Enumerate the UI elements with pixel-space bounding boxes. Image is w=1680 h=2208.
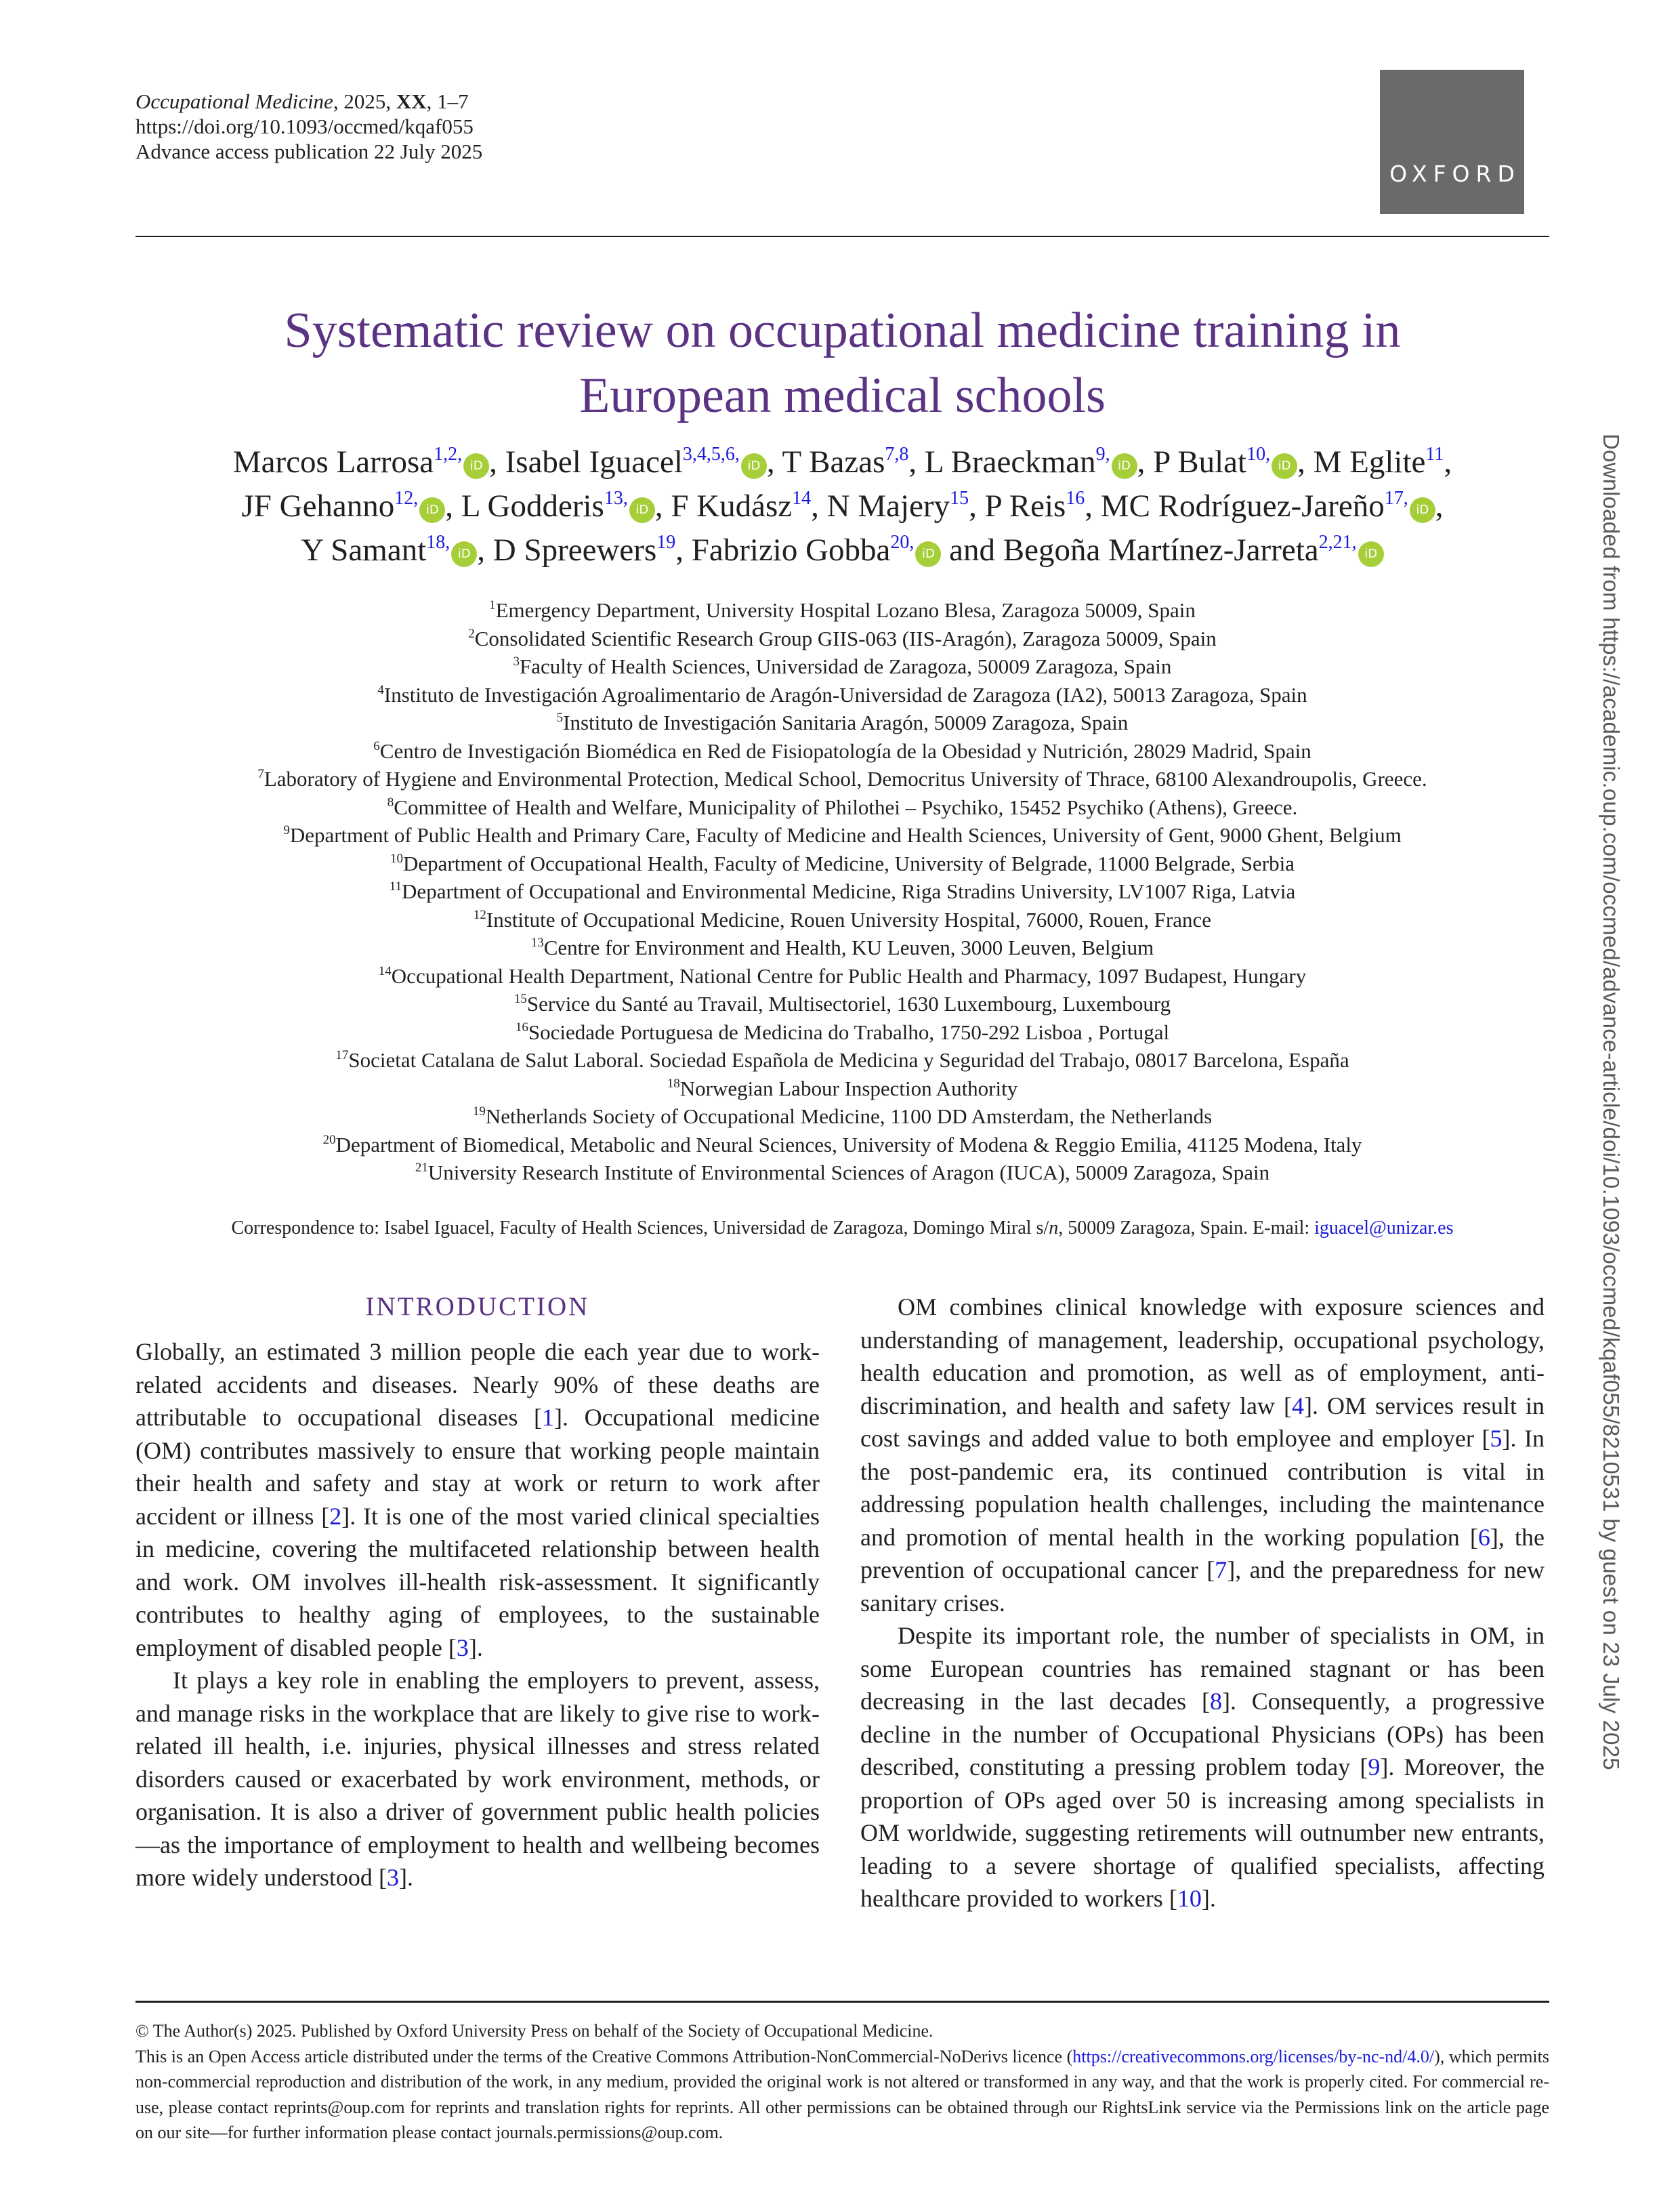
affiliation-number: 9 — [283, 823, 290, 837]
doi-link[interactable]: https://doi.org/10.1093/occmed/kqaf055 — [135, 114, 474, 138]
orcid-icon[interactable]: iD — [1112, 453, 1137, 479]
citation-link[interactable]: 8 — [1209, 1688, 1222, 1715]
author — [925, 444, 1137, 480]
affiliation-item — [135, 1159, 1549, 1187]
journal-name: Occupational Medicine — [135, 89, 333, 113]
affiliation-number: 2 — [468, 626, 475, 641]
citation-link[interactable]: 3 — [456, 1633, 469, 1661]
affiliation-text: Instituto de Investigación Sanitaria Aragón, 50009 Zaragoza, Spain — [563, 711, 1129, 734]
license-link[interactable]: https://creativecommons.org/licenses/by-nc-nd/4.0/ — [1072, 2046, 1435, 2066]
orcid-icon[interactable]: iD — [629, 497, 655, 523]
affiliation-text: Committee of Health and Welfare, Municipality of Philothei – Psychiko, 15452 Psychiko (Athens), Greece. — [394, 795, 1298, 819]
correspondence: Correspondence to: Isabel Iguacel, Faculty of Health Sciences, Universidad de Zaragoza, Domingo Miral s/n, 50009 Zaragoza, Spain. E-mail: iguacel@unizar.es — [231, 1217, 1454, 1238]
affiliation-text: Department of Public Health and Primary Care, Faculty of Medicine and Health Sciences, University of Gent, 9000 Ghent, Belgium — [289, 823, 1402, 847]
affiliation-number: 17 — [335, 1048, 349, 1062]
author-affiliation-ref[interactable]: 7,8 — [885, 444, 909, 465]
author-affiliation-ref[interactable]: 12, — [394, 488, 419, 509]
author-affiliation-ref[interactable]: 19 — [656, 532, 676, 553]
citation-link[interactable]: 5 — [1490, 1425, 1503, 1452]
affiliation-text: Norwegian Labour Inspection Authority — [679, 1076, 1018, 1100]
author — [1153, 444, 1297, 480]
affiliation-text: Centre for Environment and Health, KU Leuven, 3000 Leuven, Belgium — [543, 936, 1154, 959]
header-divider — [135, 236, 1549, 237]
right-column — [860, 1291, 1545, 1915]
author-affiliation-ref[interactable]: 17, — [1384, 488, 1408, 509]
orcid-icon[interactable]: iD — [1410, 497, 1435, 523]
affiliation-text: Laboratory of Hygiene and Environmental Protection, Medical School, Democritus University of Thrace, 68100 Alexandroupolis, Greece. — [264, 767, 1427, 791]
affiliation-item — [135, 990, 1549, 1018]
author — [985, 488, 1085, 524]
volume: XX — [396, 89, 427, 113]
affiliation-item — [135, 906, 1549, 934]
article-title: Systematic review on occupational medicine training in European medical schools — [284, 303, 1401, 423]
author-affiliation-ref[interactable]: 13, — [604, 488, 628, 509]
author-name: T Bazas — [782, 444, 885, 480]
affiliation-text: Emergency Department, University Hospital Lozano Blesa, Zaragoza 50009, Spain — [495, 598, 1196, 622]
author-name: L Braeckman — [924, 444, 1096, 480]
author-name: F Kudász — [671, 488, 793, 524]
publication-date: Advance access publication 22 July 2025 — [135, 140, 483, 163]
affiliation-number: 1 — [489, 598, 496, 612]
affiliation-item — [135, 1102, 1549, 1131]
citation-link[interactable]: 2 — [329, 1502, 342, 1530]
affiliation-item — [135, 962, 1549, 991]
section-heading-introduction: INTRODUCTION — [365, 1292, 590, 1321]
download-watermark — [1595, 434, 1636, 1795]
affiliation-item — [135, 652, 1549, 681]
author-name: M Eglite — [1313, 444, 1426, 480]
citation-link[interactable]: 10 — [1177, 1885, 1202, 1912]
author — [461, 488, 655, 524]
author-affiliation-ref[interactable]: 18, — [426, 532, 450, 553]
affiliation-number: 21 — [415, 1161, 428, 1175]
author — [1101, 488, 1435, 524]
left-column — [135, 1291, 820, 1894]
affiliation-number: 19 — [472, 1104, 486, 1119]
author — [782, 444, 909, 480]
body-paragraph: Globally, an estimated 3 million people die each year due to work-related accidents and diseases. Nearly 90% of these deaths are attributable to occupational diseases [1]. Occupational medicine (OM) contributes massively to ensure that working people maintain their health and safety and stay at work or return to work after accident or illness [2]. It is one of the most varied clinical specialties in medicine, covering the multifaceted relationship between health and work. OM involves ill-health risk-assessment. It significantly contributes to healthy aging of employees, to the sustainable employment of disabled people [3]. — [135, 1338, 820, 1661]
orcid-icon[interactable]: iD — [741, 453, 767, 479]
author — [1003, 533, 1384, 568]
affiliation-item — [135, 877, 1549, 906]
affiliation-number: 13 — [530, 936, 544, 950]
affiliation-item — [135, 793, 1549, 822]
author-list: Marcos Larrosa$^{1,2,}$iD , Isabel Iguacel$^{3,4,5,6,}$iD , T Bazas$^{7,8}$, L Braeckman$^{9,}$iD , P Bulat$^{10,}$iD , M Eglite$^{11}$, JF Gehanno$^{12,}$iD , L Godderis$^{13,}$iD , F Kudász$^{14}$, N Majery$^{15}$, P Reis$^{16}$, MC Rodríguez-Jareño$^{17,}$iD , Y Samant$^{18,}$iD , D Spreewers$^{19}$, Fabrizio Gobba$^{20,}$iD and Begoña Martínez-Jarreta$^{2,21,}$iD — [232, 444, 1452, 568]
affiliation-text: Department of Biomedical, Metabolic and Neural Sciences, University of Modena & Reggio Emilia, 41125 Modena, Italy — [335, 1132, 1362, 1157]
affiliation-number: 14 — [378, 963, 392, 978]
affiliation-text: Occupational Health Department, National Centre for Public Health and Pharmacy, 1097 Budapest, Hungary — [391, 963, 1307, 988]
author-affiliation-ref[interactable]: 2,21, — [1318, 532, 1357, 553]
affiliation-text: Service du Santé au Travail, Multisectoriel, 1630 Luxembourg, Luxembourg — [526, 992, 1171, 1016]
author — [505, 444, 767, 480]
author — [493, 533, 675, 568]
body-paragraph: Despite its important role, the number of specialists in OM, in some European countries has remained stagnant or has been decreasing in the last decades [8]. Consequently, a progressive decline in the number of Occupational Physicians (OPs) has been described, constituting a pressing problem today [9]. Moreover, the proportion of OPs aged over 50 is increasing among specialists in OM worldwide, suggesting retirements will outnumber new entrants, leading to a severe shortage of qualified specialists, affecting healthcare provided to workers [10]. — [860, 1622, 1545, 1912]
affiliation-item — [135, 1046, 1549, 1075]
affiliation-text: Department of Occupational and Environmental Medicine, Riga Stradins University, LV1007 Riga, Latvia — [402, 879, 1296, 903]
author-name: P Reis — [984, 488, 1066, 524]
author-affiliation-ref[interactable]: 20, — [890, 532, 915, 553]
affiliation-number: 3 — [513, 654, 520, 669]
copyright-line: © The Author(s) 2025. Published by Oxford University Press on behalf of the Society of Occupational Medicine. — [135, 2021, 933, 2041]
oxford-logo — [1380, 70, 1524, 214]
author-affiliation-ref[interactable]: 15 — [950, 488, 969, 509]
author — [301, 533, 477, 568]
affiliation-number: 4 — [377, 682, 384, 697]
affiliation-item — [135, 737, 1549, 766]
affiliation-text: Netherlands Society of Occupational Medicine, 1100 DD Amsterdam, the Netherlands — [485, 1104, 1213, 1128]
affiliation-number: 20 — [322, 1132, 336, 1147]
affiliation-text: Societat Catalana de Salut Laboral. Sociedad Española de Medicina y Seguridad del Trabajo, 08017 Barcelona, España — [348, 1048, 1349, 1072]
affiliation-item — [135, 1075, 1549, 1103]
journal-citation: Occupational Medicine, 2025, XX, 1–7 — [135, 89, 469, 113]
affiliation-item — [135, 625, 1549, 653]
author — [692, 533, 942, 568]
author — [671, 488, 811, 524]
citation-link[interactable]: 3 — [386, 1864, 399, 1891]
author-name: L Godderis — [461, 488, 604, 524]
author-name: Isabel Iguacel — [505, 444, 683, 480]
author — [233, 444, 489, 480]
logo-text: OXFORD — [1389, 161, 1521, 187]
author-name: P Bulat — [1153, 444, 1247, 480]
body-paragraph: It plays a key role in enabling the employers to prevent, assess, and manage risks in the workplace that are likely to give rise to work-related ill health, i.e. injuries, physical illnesses and stress related disorders caused or exacerbated by work environment, methods, or organisation. It is also a driver of government public health policies—as the importance of employment to health and wellbeing becomes more widely understood [3]. — [135, 1667, 820, 1891]
affiliation-number: 18 — [667, 1076, 680, 1091]
author-name: Marcos Larrosa — [232, 444, 434, 480]
watermark-text: Downloaded from https://academic.oup.com/occmed/advance-article/doi/10.1093/occmed/kqaf055/8210531 by guest on 23 July 2025 — [1599, 434, 1624, 1770]
citation-link[interactable]: 1 — [542, 1404, 555, 1431]
license-text: This is an Open Access article distributed under the terms of the Creative Commons Attribution-NonCommercial-NoDerivs licence (https://creativecommons.org/licenses/by-nc-nd/4.0/), which permits non-commercial reproduction and distribution of the work, in any medium, provided the original work is not altered or transformed in any way, and that the work is properly cited. For commercial re-use, please contact reprints@oup.com for reprints and translation rights for reprints. All other permissions can be obtained through our RightsLink service via the Permissions link on the article page on our site—for further information please contact journals.permissions@oup.com. — [135, 2046, 1549, 2142]
author-name: N Majery — [826, 488, 950, 524]
affiliation-item — [135, 1131, 1549, 1159]
affiliation-text: Faculty of Health Sciences, Universidad de Zaragoza, 50009 Zaragoza, Spain — [520, 654, 1172, 678]
author — [1314, 444, 1444, 480]
author-affiliation-ref[interactable]: 3,4,5,6, — [682, 444, 740, 465]
author-affiliation-ref[interactable]: 16 — [1066, 488, 1085, 509]
affiliation-number: 12 — [473, 907, 486, 922]
orcid-icon[interactable]: iD — [1358, 541, 1384, 567]
orcid-icon[interactable]: iD — [1272, 453, 1297, 479]
citation-link[interactable]: 9 — [1368, 1753, 1381, 1780]
author-name: Y Samant — [301, 533, 427, 568]
affiliation-number: 5 — [556, 711, 564, 725]
affiliation-item — [135, 596, 1549, 625]
citation-link[interactable]: 6 — [1477, 1523, 1490, 1551]
citation-link[interactable]: 7 — [1215, 1556, 1227, 1583]
affiliation-item — [135, 765, 1549, 793]
affiliation-text: Centro de Investigación Biomédica en Red de Fisiopatología de la Obesidad y Nutrición, 28029 Madrid, Spain — [379, 738, 1311, 763]
affiliation-number: 6 — [373, 738, 380, 753]
author-affiliation-ref[interactable]: 11 — [1425, 444, 1444, 465]
author-name: JF Gehanno — [241, 488, 395, 524]
author-affiliation-ref[interactable]: 9, — [1095, 444, 1110, 465]
affiliation-item — [135, 1018, 1549, 1047]
orcid-icon[interactable]: iD — [451, 541, 477, 567]
affiliation-number: 7 — [257, 767, 264, 781]
affiliation-text: Consolidated Scientific Research Group GIIS-063 (IIS-Aragón), Zaragoza 50009, Spain — [474, 626, 1217, 650]
affiliation-text: Department of Occupational Health, Faculty of Medicine, University of Belgrade, 11000 Belgrade, Serbia — [403, 851, 1295, 875]
affiliation-item — [135, 934, 1549, 962]
affiliation-number: 15 — [513, 992, 527, 1006]
affiliation-text: Sociedade Portuguesa de Medicina do Trabalho, 1750-292 Lisboa , Portugal — [528, 1020, 1170, 1044]
orcid-icon[interactable]: iD — [463, 453, 489, 479]
orcid-icon[interactable]: iD — [419, 497, 445, 523]
body-paragraph: OM combines clinical knowledge with exposure sciences and understanding of management, leadership, occupational psychology, health education and promotion, as well as of employment, anti-discrimination, and health and safety law [4]. OM services result in cost savings and added value to both employee and employer [5]. In the post-pandemic era, its continued contribution is vital in addressing population health challenges, including the maintenance and promotion of mental health in the working population [6], the prevention of occupational cancer [7], and the preparedness for new sanitary crises. — [860, 1293, 1545, 1617]
affiliation-number: 8 — [387, 795, 394, 810]
affiliation-number: 11 — [389, 879, 402, 894]
citation-link[interactable]: 4 — [1291, 1392, 1304, 1419]
affiliation-item — [135, 709, 1549, 737]
author — [827, 488, 969, 524]
affiliation-number: 16 — [515, 1020, 528, 1035]
affiliation-text: University Research Institute of Environmental Sciences of Aragon (IUCA), 50009 Zaragoza, Spain — [427, 1161, 1270, 1184]
author-affiliation-ref[interactable]: 10, — [1246, 444, 1271, 465]
email-link[interactable]: iguacel@unizar.es — [1314, 1217, 1454, 1238]
orcid-icon[interactable]: iD — [915, 541, 941, 567]
affiliation-item — [135, 821, 1549, 850]
author-name: Begoña Martínez-Jarreta — [1003, 533, 1319, 568]
author-name: Fabrizio Gobba — [691, 533, 891, 568]
author-affiliation-ref[interactable]: 1,2, — [434, 444, 463, 465]
footer-divider — [135, 2001, 1549, 2003]
author — [241, 488, 445, 524]
affiliation-list — [135, 596, 1549, 1187]
author-name: MC Rodríguez-Jareño — [1100, 488, 1385, 524]
affiliation-item — [135, 681, 1549, 709]
affiliation-text: Institute of Occupational Medicine, Rouen University Hospital, 76000, Rouen, France — [486, 907, 1212, 932]
affiliation-item — [135, 850, 1549, 878]
author-name: D Spreewers — [492, 533, 657, 568]
author-affiliation-ref[interactable]: 14 — [792, 488, 812, 509]
affiliation-text: Instituto de Investigación Agroalimentario de Aragón-Universidad de Zaragoza (IA2), 50013 Zaragoza, Spain — [383, 682, 1307, 707]
license-block — [135, 2018, 1549, 2146]
affiliation-number: 10 — [390, 851, 404, 866]
journal-metadata — [135, 89, 482, 164]
